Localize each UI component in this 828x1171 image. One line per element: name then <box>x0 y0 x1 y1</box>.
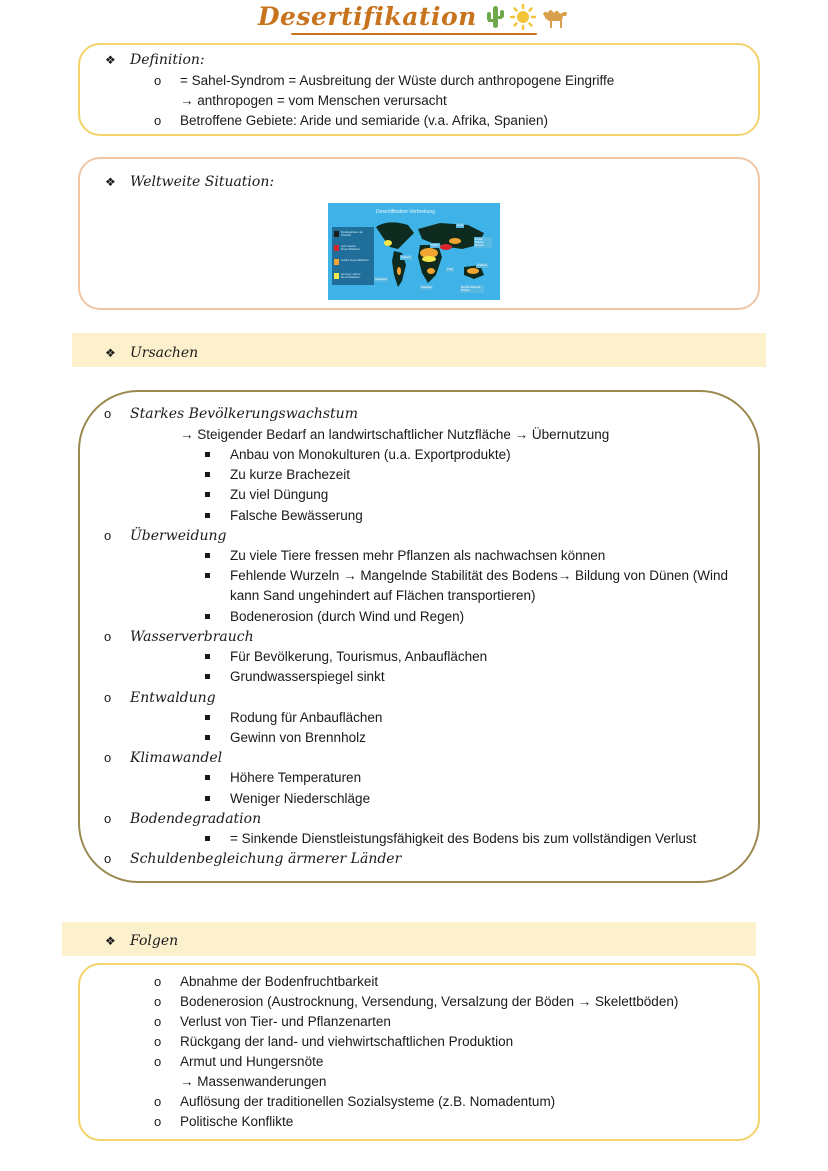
page-title: Desertifikation <box>257 2 477 31</box>
map-legend <box>332 227 374 285</box>
ursache-item: Starkes Bevölkerungswachstum <box>130 406 358 422</box>
circle-bullet-icon: o <box>154 1054 162 1069</box>
definition-item: = Sahel-Syndrom = Ausbreitung der Wüste durch anthropogene Eingriffe <box>180 73 615 88</box>
map-label: Gobi <box>457 223 464 227</box>
sun-icon <box>510 4 536 30</box>
square-bullet-icon <box>205 715 210 720</box>
cactus-icon <box>485 4 505 30</box>
folge-item: Abnahme der Bodenfruchtbarkeit <box>180 974 379 989</box>
map-label: Atacama <box>375 277 387 281</box>
ursachen-heading: Ursachen <box>130 345 199 361</box>
map-label: Arabien <box>477 263 488 267</box>
ursache-subitem: Fehlende Wurzeln → Mangelnde Stabilität des Bodens→ Bildung von Dünen (Wind <box>230 568 729 583</box>
circle-bullet-icon: o <box>154 1114 162 1129</box>
square-bullet-icon <box>205 674 210 679</box>
ursache-subitem: Grundwasserspiegel sinkt <box>230 669 385 684</box>
square-bullet-icon <box>205 513 210 518</box>
ursache-subitem: Weniger Niederschläge <box>230 791 371 806</box>
ursache-subitem: Falsche Bewässerung <box>230 508 363 523</box>
legend-label: sehr starke Desertifikation <box>341 244 361 251</box>
circle-bullet-icon: o <box>154 994 162 1009</box>
circle-bullet-icon: o <box>104 851 112 866</box>
folge-item: Verlust von Tier- und Pflanzenarten <box>180 1014 391 1029</box>
ursache-item: Entwaldung <box>130 690 216 706</box>
ursache-subitem-continued: kann Sand ungehindert auf Flächen transportieren) <box>230 588 536 603</box>
ursache-subitem: Zu viel Düngung <box>230 487 329 502</box>
square-bullet-icon <box>205 472 210 477</box>
map-label: Kalahari <box>421 285 433 289</box>
legend-swatch <box>334 231 339 237</box>
ursache-subitem: Höhere Temperaturen <box>230 770 362 785</box>
title-underline <box>291 33 537 35</box>
ursache-item: Wasserverbrauch <box>130 629 254 645</box>
circle-bullet-icon: o <box>104 750 112 765</box>
desertification-map <box>328 203 500 300</box>
folge-sub: → Massenwanderungen <box>180 1074 327 1089</box>
circle-bullet-icon: o <box>104 528 112 543</box>
worldwide-heading: Weltweite Situation: <box>130 174 275 190</box>
diamond-bullet-icon: ❖ <box>105 934 116 948</box>
map-label: Große Victoria Wüste <box>460 285 484 293</box>
folge-item: Armut und Hungersnöte <box>180 1054 324 1069</box>
ursache-subitem: = Sinkende Dienstleistungsfähigkeit des Bodens bis zum vollständigen Verlust <box>230 831 697 846</box>
folge-item: Rückgang der land- und viehwirtschaftlichen Produktion <box>180 1034 514 1049</box>
square-bullet-icon <box>205 452 210 457</box>
diamond-bullet-icon: ❖ <box>105 53 116 67</box>
square-bullet-icon <box>205 796 210 801</box>
ursache-item: Überweidung <box>130 528 227 544</box>
circle-bullet-icon: o <box>154 113 162 128</box>
legend-label: weniger starke Desertifikation <box>341 272 361 279</box>
ursache-subitem: Für Bevölkerung, Tourismus, Anbauflächen <box>230 649 488 664</box>
circle-bullet-icon: o <box>154 73 162 88</box>
ursache-subitem: Zu viele Tiere fressen mehr Pflanzen als nachwachsen können <box>230 548 606 563</box>
folgen-heading: Folgen <box>130 933 179 949</box>
circle-bullet-icon: o <box>154 1034 162 1049</box>
definition-item: Betroffene Gebiete: Aride und semiaride (v.a. Afrika, Spanien) <box>180 113 548 128</box>
diamond-bullet-icon: ❖ <box>105 175 116 189</box>
legend-swatch <box>334 273 339 279</box>
square-bullet-icon <box>205 775 210 780</box>
circle-bullet-icon: o <box>154 1094 162 1109</box>
camel-icon <box>540 4 570 30</box>
circle-bullet-icon: o <box>104 406 112 421</box>
map-label: Thar <box>447 267 454 271</box>
diamond-bullet-icon: ❖ <box>105 346 116 360</box>
square-bullet-icon <box>205 735 210 740</box>
square-bullet-icon <box>205 492 210 497</box>
circle-bullet-icon: o <box>104 629 112 644</box>
definition-sub: → anthropogen = vom Menschen verursacht <box>180 93 447 108</box>
square-bullet-icon <box>205 614 210 619</box>
square-bullet-icon <box>205 553 210 558</box>
ursache-arrow-line: → Steigender Bedarf an landwirtschaftlicher Nutzfläche → Übernutzung <box>180 427 610 442</box>
ursache-subitem: Anbau von Monokulturen (u.a. Exportprodukte) <box>230 447 511 462</box>
square-bullet-icon <box>205 654 210 659</box>
ursache-subitem: Zu kurze Brachezeit <box>230 467 351 482</box>
map-label: Great Sandy Desert <box>474 237 492 248</box>
ursache-item: Klimawandel <box>130 750 223 766</box>
square-bullet-icon <box>205 573 210 578</box>
ursache-subitem: Bodenerosion (durch Wind und Regen) <box>230 609 465 624</box>
circle-bullet-icon: o <box>154 974 162 989</box>
definition-heading: Definition: <box>130 52 205 68</box>
circle-bullet-icon: o <box>104 690 112 705</box>
legend-swatch <box>334 259 339 265</box>
legend-label: Randgebiete der Wüsten <box>341 230 364 237</box>
folge-item: Auflösung der traditionellen Sozialsysteme (z.B. Nomadentum) <box>180 1094 556 1109</box>
ursache-subitem: Rodung für Anbauflächen <box>230 710 383 725</box>
square-bullet-icon <box>205 836 210 841</box>
map-label: Sahel <box>431 243 439 247</box>
circle-bullet-icon: o <box>154 1014 162 1029</box>
circle-bullet-icon: o <box>104 811 112 826</box>
map-title: Desertifikation-Verbreitung <box>376 209 435 215</box>
title-icons <box>485 4 570 30</box>
ursache-item: Bodendegradation <box>130 811 262 827</box>
legend-label: starke Desertifikation <box>341 258 370 262</box>
folge-item: Bodenerosion (Austrocknung, Versendung, Versalzung der Böden → Skelettböden) <box>180 994 679 1009</box>
ursache-subitem: Gewinn von Brennholz <box>230 730 366 745</box>
folge-item: Politische Konflikte <box>180 1114 294 1129</box>
legend-swatch <box>334 245 339 251</box>
ursache-item: Schuldenbegleichung ärmerer Länder <box>130 851 402 867</box>
map-label: Sahara <box>401 255 411 259</box>
